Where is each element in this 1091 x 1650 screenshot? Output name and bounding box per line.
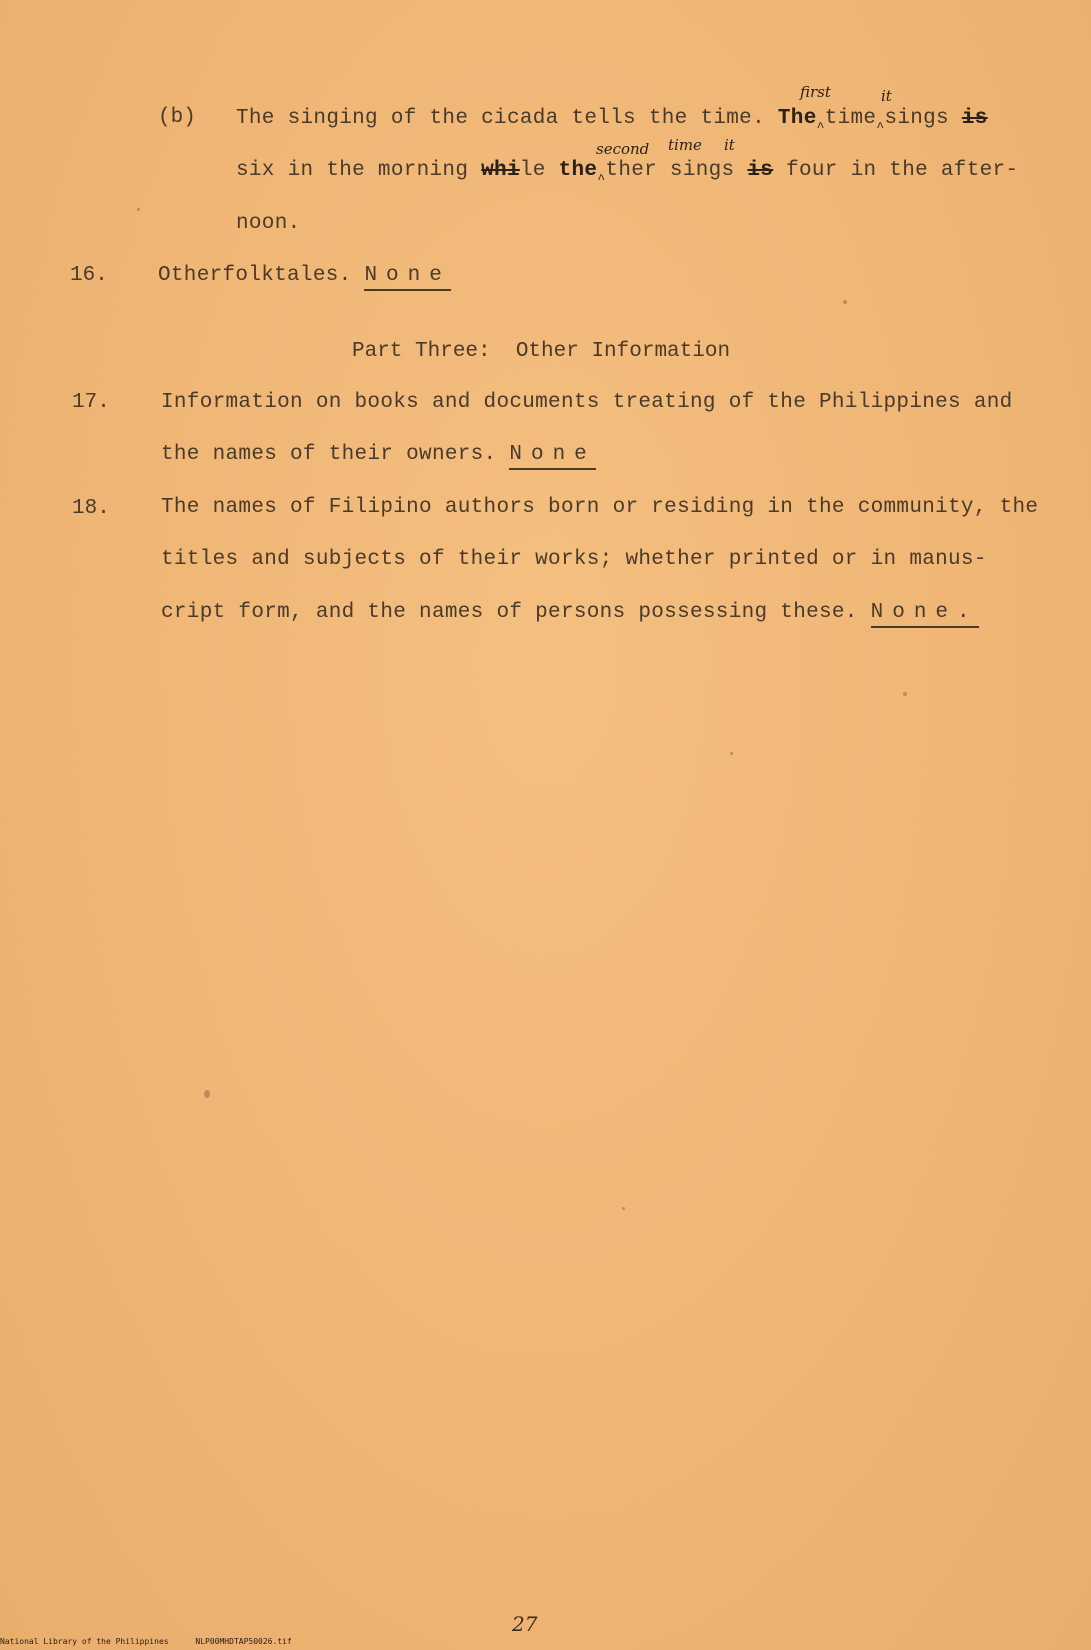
footer-library: National Library of the Philippines — [0, 1637, 169, 1646]
item-18-line-3-text: cript form, and the names of persons possessing these. — [161, 601, 858, 624]
footer-file: NLP00MHDTAP50026.tif — [195, 1637, 292, 1646]
section-heading: Part Three: Other Information — [352, 340, 731, 363]
item-b-line-1-the: The — [777, 107, 817, 130]
caret-mark: ^ — [876, 120, 885, 135]
item-b-line-1-sings: sings — [884, 107, 949, 130]
item-16-number: 16. — [70, 264, 108, 287]
item-17-line-1: Information on books and documents treating of the Philippines and — [161, 391, 1013, 414]
item-18-line-1: The names of Filipino authors born or residing in the community, the — [161, 496, 1039, 519]
paper-speck — [204, 1090, 210, 1098]
item-17-answer: None — [509, 443, 595, 470]
item-17-line-2-text: the names of their owners. — [161, 443, 497, 466]
item-b-line-2-rest: ther sings — [605, 159, 735, 182]
handwritten-it: it — [881, 87, 892, 105]
item-b-line-3: noon. — [236, 212, 301, 235]
item-b-marker: (b) — [158, 106, 196, 129]
struck-text: is — [961, 107, 988, 130]
item-17-number: 17. — [72, 391, 110, 414]
struck-text: whi — [481, 159, 520, 182]
item-b-line-1 — [236, 107, 988, 135]
item-18-number: 18. — [72, 497, 110, 520]
item-17-line-2 — [161, 443, 596, 470]
handwritten-second: second — [596, 140, 650, 158]
item-16-line — [158, 264, 451, 291]
paper-speck — [730, 752, 733, 755]
item-b-line-2-the: the — [558, 159, 598, 182]
archive-footer — [0, 1637, 314, 1646]
paper-speck — [903, 692, 907, 696]
item-18-line-2: titles and subjects of their works; whether printed or in manus- — [161, 548, 987, 571]
paper-speck — [622, 1207, 625, 1210]
caret-mark: ^ — [816, 120, 825, 135]
item-b-line-2-mid: le — [519, 159, 546, 182]
page-number: 27 — [512, 1612, 538, 1636]
item-18-line-3 — [161, 601, 979, 628]
item-b-line-2-start: six in the morning — [236, 159, 469, 182]
item-b-line-1-text: The singing of the cicada tells the time. — [236, 107, 765, 130]
item-b-line-1-time: time — [824, 107, 877, 130]
handwritten-time: time — [668, 136, 702, 154]
handwritten-first: first — [800, 83, 831, 101]
paper-speck — [137, 208, 140, 211]
paper-speck — [843, 300, 847, 304]
item-b-line-2-end: four in the after- — [786, 159, 1019, 182]
item-16-text: Otherfolktales. — [158, 264, 352, 287]
handwritten-it-2: it — [724, 136, 735, 154]
item-16-answer: None — [364, 264, 450, 291]
item-18-answer: None. — [871, 601, 979, 628]
struck-text: is — [747, 159, 774, 182]
caret-mark: ^ — [597, 172, 606, 187]
item-b-line-2 — [236, 159, 1019, 187]
